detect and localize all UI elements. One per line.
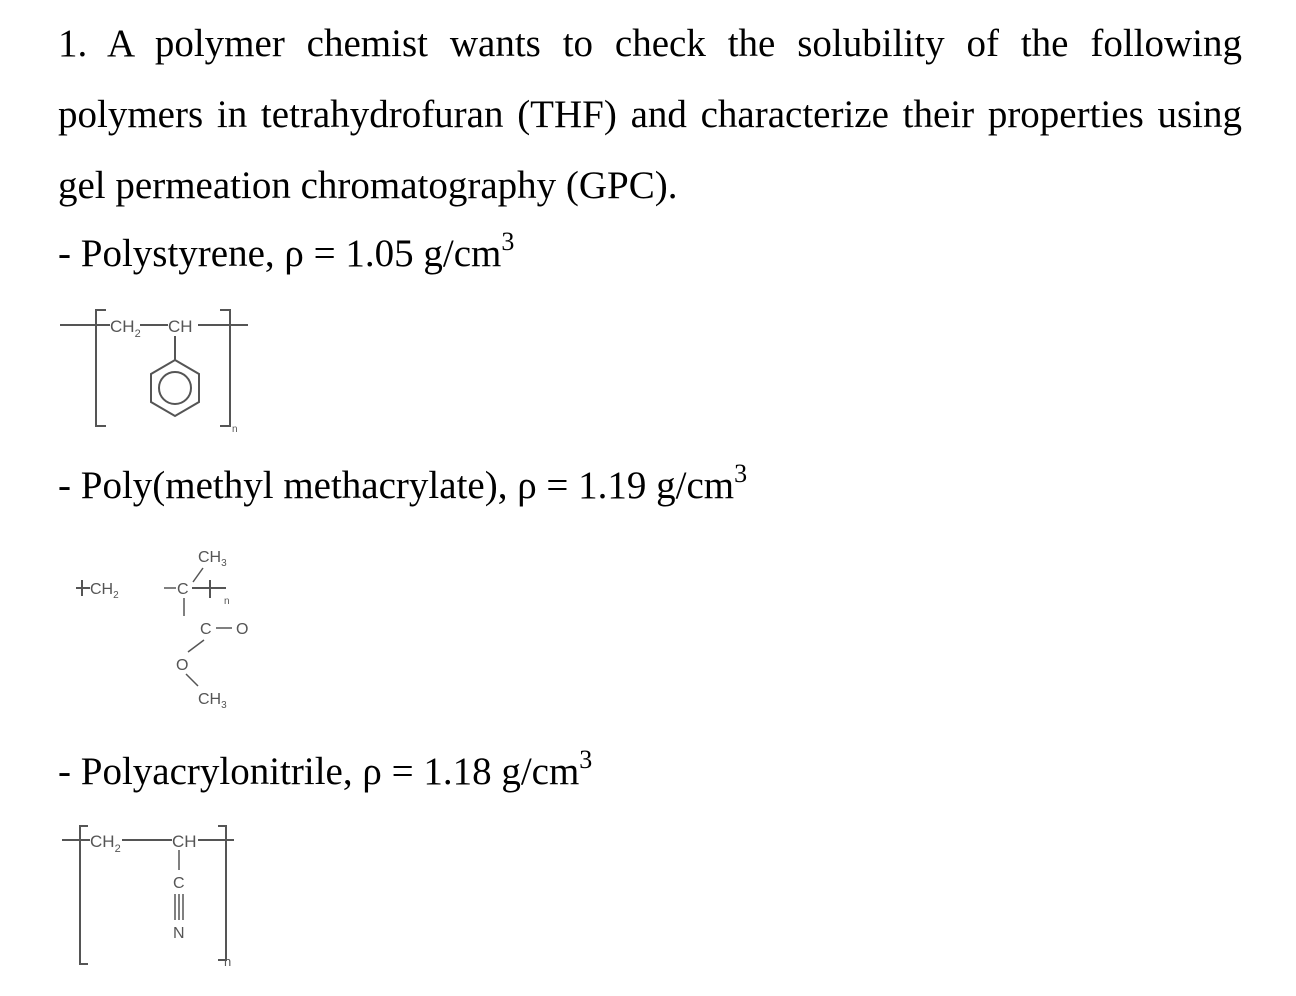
polymer-density: ρ = 1.05 g/cm xyxy=(284,232,502,275)
polymer-name: Polyacrylonitrile xyxy=(80,750,343,793)
ps-repeat-n: n xyxy=(232,424,238,435)
pmma-carbonyl-o: O xyxy=(236,621,249,638)
polymer-prefix: - xyxy=(58,232,81,275)
pan-ch-label: CH xyxy=(172,832,197,851)
polymer-line-polystyrene: - Polystyrene, ρ = 1.05 $g/cm^3$ xyxy=(58,227,515,275)
pmma-carbonyl-c: C xyxy=(200,621,212,638)
polymer-name: Polystyrene xyxy=(80,232,265,275)
polymer-density: ρ = 1.19 g/cm xyxy=(517,464,735,507)
pmma-structure xyxy=(58,540,278,720)
ps-ch-label: CH xyxy=(168,317,193,336)
pan-ch2-label: $CH_2$ xyxy=(90,832,121,855)
pan-nitrile-c: C xyxy=(173,875,185,892)
pmma-top-methyl: $CH_3$ xyxy=(198,549,227,569)
pmma-ester-o: O xyxy=(176,657,189,674)
density-exponent: 3 xyxy=(734,459,748,488)
polymer-prefix: - xyxy=(58,750,81,793)
polymer-line-pmma: - Poly(methyl methacrylate), ρ = 1.19 $g/cm^3$ xyxy=(58,459,748,507)
pmma-ch2-label: $CH_2$ xyxy=(90,581,119,601)
pan-nitrile-n: N xyxy=(173,925,185,942)
density-exponent: 3 xyxy=(579,745,593,774)
polymer-name: Poly(methyl methacrylate) xyxy=(80,464,498,507)
pmma-repeat-n: n xyxy=(224,596,230,607)
polystyrene-structure xyxy=(58,298,258,438)
polymer-line-pan: - Polyacrylonitrile, ρ = 1.18 $g/cm^3$ xyxy=(58,745,593,793)
pmma-c-label: C xyxy=(177,581,189,598)
density-exponent: 3 xyxy=(501,227,515,256)
pan-repeat-n: n xyxy=(224,954,232,969)
question-text: 1. A polymer chemist wants to check the solubility of the following polymers in tetrahydrofuran (THF) and characterize their properties using gel permeation chromatography (GPC). xyxy=(58,22,1242,207)
ps-ch2-label: $CH_2$ xyxy=(110,317,141,340)
polymer-density: ρ = 1.18 g/cm xyxy=(362,750,580,793)
polyacrylonitrile-structure xyxy=(58,820,258,970)
polymer-prefix: - xyxy=(58,464,81,507)
pmma-bottom-methyl: $CH_3$ xyxy=(198,691,227,711)
